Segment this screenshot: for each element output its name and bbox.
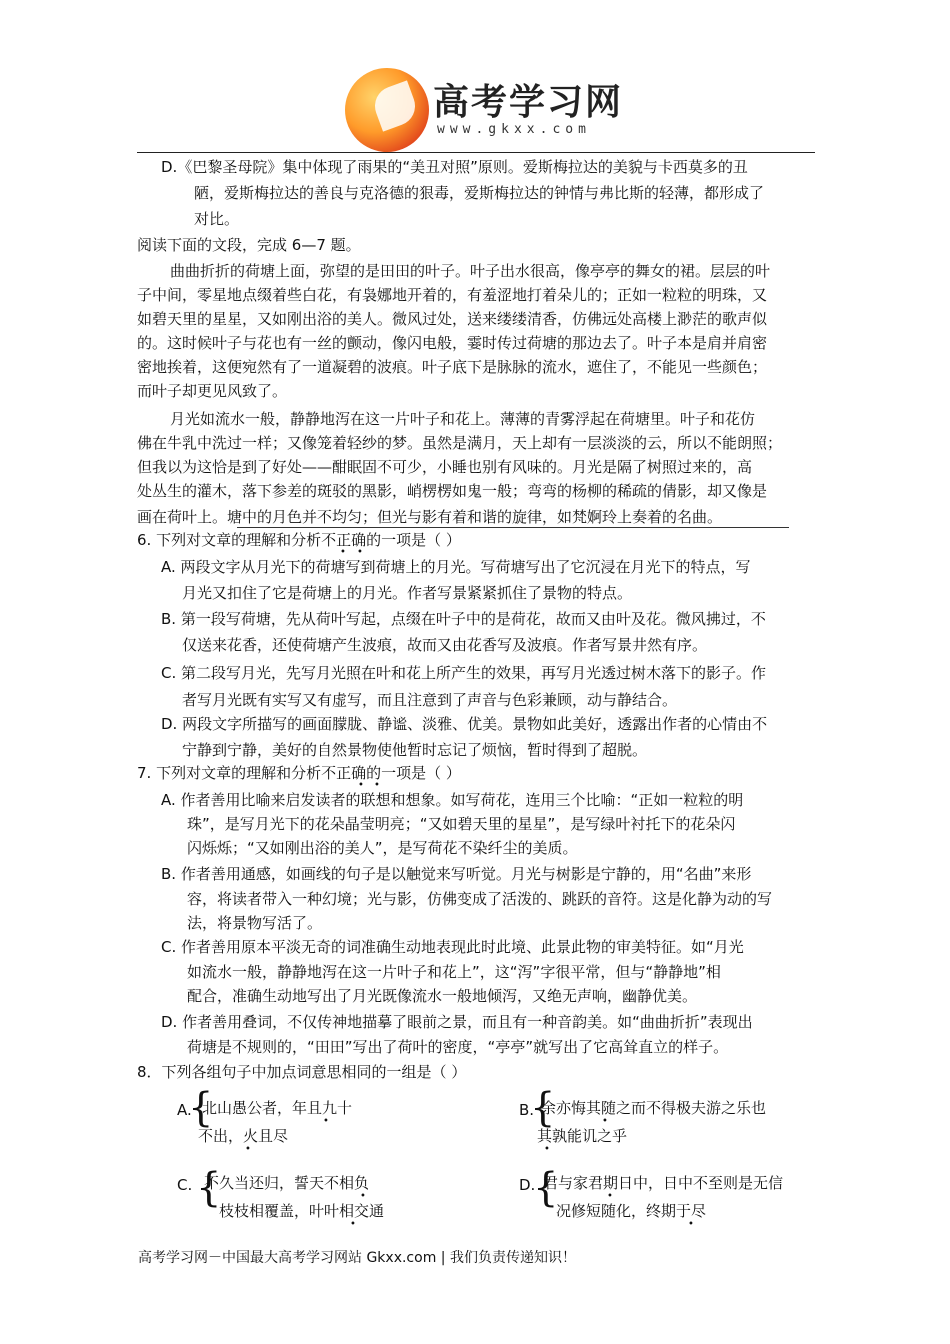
logo-url: www.gkxx.com xyxy=(437,122,591,137)
question-7-option-d: 荷塘是不规则的，“田田”写出了荷叶的密度，“亭亭”就写出了它高耸直立的样子。 xyxy=(187,1038,729,1056)
emphasis-dot: • xyxy=(358,780,364,791)
question-8-stem: 8．下列各组句子中加点词意思相同的一组是（ ） xyxy=(137,1063,467,1081)
question-6-option-d: 宁静到宁静，美好的自然景物使他暂时忘记了烦恼，暂时得到了超脱。 xyxy=(182,741,648,759)
question-8-option-c-label: C. xyxy=(177,1176,193,1194)
question-6-option-c: C. 第二段写月光，先写月光照在叶和花上所产生的效果，再写月光透过树木落下的影子。作 xyxy=(161,664,767,682)
emphasis-dot: • xyxy=(357,547,363,558)
question-6-option-d: D. 两段文字所描写的画面朦胧、静谧、淡雅、优美。景物如此美好，透露出作者的心情由不 xyxy=(161,715,768,733)
question-8-option-d-line: 况修短随化，终期于尽 xyxy=(556,1202,707,1220)
emphasis-dot: • xyxy=(544,1144,550,1155)
passage-line: 而叶子却更见风致了。 xyxy=(137,382,288,400)
passage-line: 处丛生的灌木，落下参差的斑驳的黑影，峭楞楞如鬼一般；弯弯的杨柳的稀疏的倩影，却又像是 xyxy=(137,482,768,500)
question-8-option-d-label: D. xyxy=(519,1176,536,1194)
brace-icon: { xyxy=(188,1085,214,1131)
question-8-option-a-line: 不出，火且尽 xyxy=(198,1127,289,1145)
question-8-option-a-line: 北山愚公者，年且九十 xyxy=(202,1099,353,1117)
question-7-option-a: 闪烁烁；“又如刚出浴的美人”，是写荷花不染纤尘的美质。 xyxy=(187,839,578,857)
question-7-option-b: 容，将读者带入一种幻境；光与影，仿佛变成了活泼的、跳跃的音符。这是化静为动的写 xyxy=(187,890,773,908)
passage-line: 密地挨着，这便宛然有了一道凝碧的波痕。叶子底下是脉脉的流水，遮住了，不能见一些颜色； xyxy=(137,358,768,376)
passage-line: 画在荷叶上。塘中的月色并不均匀；但光与影有着和谐的旋律，如梵婀玲上奏着的名曲。 xyxy=(137,508,723,526)
passage-line: 曲曲折折的荷塘上面，弥望的是田田的叶子。叶子出水很高，像亭亭的舞女的裙。层层的叶 xyxy=(170,262,771,280)
site-logo xyxy=(345,66,625,152)
question-6-option-a: 月光又扣住了它是荷塘上的月光。作者写景紧紧抓住了景物的特点。 xyxy=(182,584,633,602)
question-7-option-c: 配合，准确生动地写出了月光既像流水一般地倾泻，又绝无声响，幽静优美。 xyxy=(187,987,698,1005)
question-6-option-a: A. 两段文字从月光下的荷塘写到荷塘上的月光。写荷塘写出了它沉浸在月光下的特点，写 xyxy=(161,558,751,576)
question-8-option-c-line: 不久当还归，誓天不相负 xyxy=(204,1174,370,1192)
emphasis-dot: • xyxy=(323,1116,329,1127)
option-d-line: 对比。 xyxy=(194,210,240,228)
question-8-option-b-label: B. xyxy=(519,1101,535,1119)
question-7-option-a: 珠”，是写月光下的花朵晶莹明亮；“又如碧天里的星星”，是写绿叶衬托下的花朵闪 xyxy=(187,815,736,833)
reading-instruction: 阅读下面的文段，完成 6—7 题。 xyxy=(137,236,361,254)
brace-icon: { xyxy=(533,1165,559,1211)
passage-line: 月光如流水一般，静静地泻在这一片叶子和花上。薄薄的青雾浮起在荷塘里。叶子和花仿 xyxy=(170,410,756,428)
logo-title: 高考学习网 xyxy=(433,82,624,123)
header-divider xyxy=(137,152,815,153)
emphasis-dot: • xyxy=(602,1116,608,1127)
question-7-option-b: B. 作者善用通感，如画线的句子是以触觉来写听觉。月光与树影是宁静的，用“名曲”来形 xyxy=(161,865,752,883)
option-d-line: 陋，爱斯梅拉达的善良与克洛德的狠毒，爱斯梅拉达的钟情与弗比斯的轻薄，都形成了 xyxy=(194,184,765,202)
passage-line: 子中间，零星地点缀着些白花，有袅娜地开着的，有羞涩地打着朵儿的；正如一粒粒的明珠，又 xyxy=(137,286,768,304)
option-d-line: D.《巴黎圣母院》集中体现了雨果的“美丑对照”原则。爱斯梅拉达的美貌与卡西莫多的丑 xyxy=(161,158,748,176)
brace-icon: { xyxy=(196,1165,222,1211)
emphasis-dot: • xyxy=(360,1191,366,1202)
passage-line: 的。这时候叶子与花也有一丝的颤动，像闪电般，霎时传过荷塘的那边去了。叶子本是肩并肩密 xyxy=(137,334,768,352)
question-8-option-d-line: 君与家君期日中，日中不至则是无信 xyxy=(543,1174,784,1192)
emphasis-dot: • xyxy=(688,1219,694,1230)
emphasis-dot: • xyxy=(245,1144,251,1155)
question-7-option-a: A. 作者善用比喻来启发读者的联想和想象。如写荷花，连用三个比喻：“正如一粒粒的明 xyxy=(161,791,744,809)
passage-line: 佛在牛乳中洗过一样；又像笼着轻纱的梦。虽然是满月，天上却有一层淡淡的云，所以不能朗照； xyxy=(137,434,783,452)
emphasis-dot: • xyxy=(607,1191,613,1202)
question-8-option-a-label: A. xyxy=(177,1101,192,1119)
question-8-option-c-line: 枝枝相覆盖，叶叶相交通 xyxy=(219,1202,385,1220)
question-8-option-b-line: 余亦悔其随之而不得极夫游之乐也 xyxy=(541,1099,767,1117)
question-6-option-b: B. 第一段写荷塘，先从荷叶写起，点缀在叶子中的是荷花，故而又由叶及花。微风拂过，不 xyxy=(161,610,766,628)
question-7-option-d: D. 作者善用叠词，不仅传神地描摹了眼前之景，而且有一种音韵美。如“曲曲折折”表现出 xyxy=(161,1013,753,1031)
brace-icon: { xyxy=(530,1085,556,1131)
underlined-sentence xyxy=(237,527,789,528)
question-7-option-c: C. 作者善用原本平淡无奇的词准确生动地表现此时此境、此景此物的审美特征。如“月光 xyxy=(161,938,744,956)
question-6-option-b: 仅送来花香，还使荷塘产生波痕，故而又由花香写及波痕。作者写景井然有序。 xyxy=(182,636,708,654)
question-7-stem: 7. 下列对文章的理解和分析不正确的一项是（ ） xyxy=(137,764,461,782)
page-footer: 高考学习网－中国最大高考学习网站 Gkxx.com | 我们负责传递知识！ xyxy=(138,1250,576,1266)
emphasis-dot: • xyxy=(340,547,346,558)
passage-line: 如碧天里的星星，又如刚出浴的美人。微风过处，送来缕缕清香，仿佛远处高楼上渺茫的歌声似 xyxy=(137,310,768,328)
question-7-option-c: 如流水一般，静静地泻在这一片叶子和花上”，这“泻”字很平常，但与“静静地”相 xyxy=(187,963,721,981)
question-6-option-c: 者写月光既有实写又有虚写，而且注意到了声音与色彩兼顾，动与静结合。 xyxy=(182,691,678,709)
emphasis-dot: • xyxy=(374,780,380,791)
question-6-stem: 6. 下列对文章的理解和分析不正确的一项是（ ） xyxy=(137,531,461,549)
passage-line: 但我以为这恰是到了好处——酣眠固不可少，小睡也别有风味的。月光是隔了树照过来的，高 xyxy=(137,458,753,476)
question-8-option-b-line: 其孰能讥之乎 xyxy=(537,1127,628,1145)
question-7-option-b: 法，将景物写活了。 xyxy=(187,914,323,932)
emphasis-dot: • xyxy=(350,1219,356,1230)
